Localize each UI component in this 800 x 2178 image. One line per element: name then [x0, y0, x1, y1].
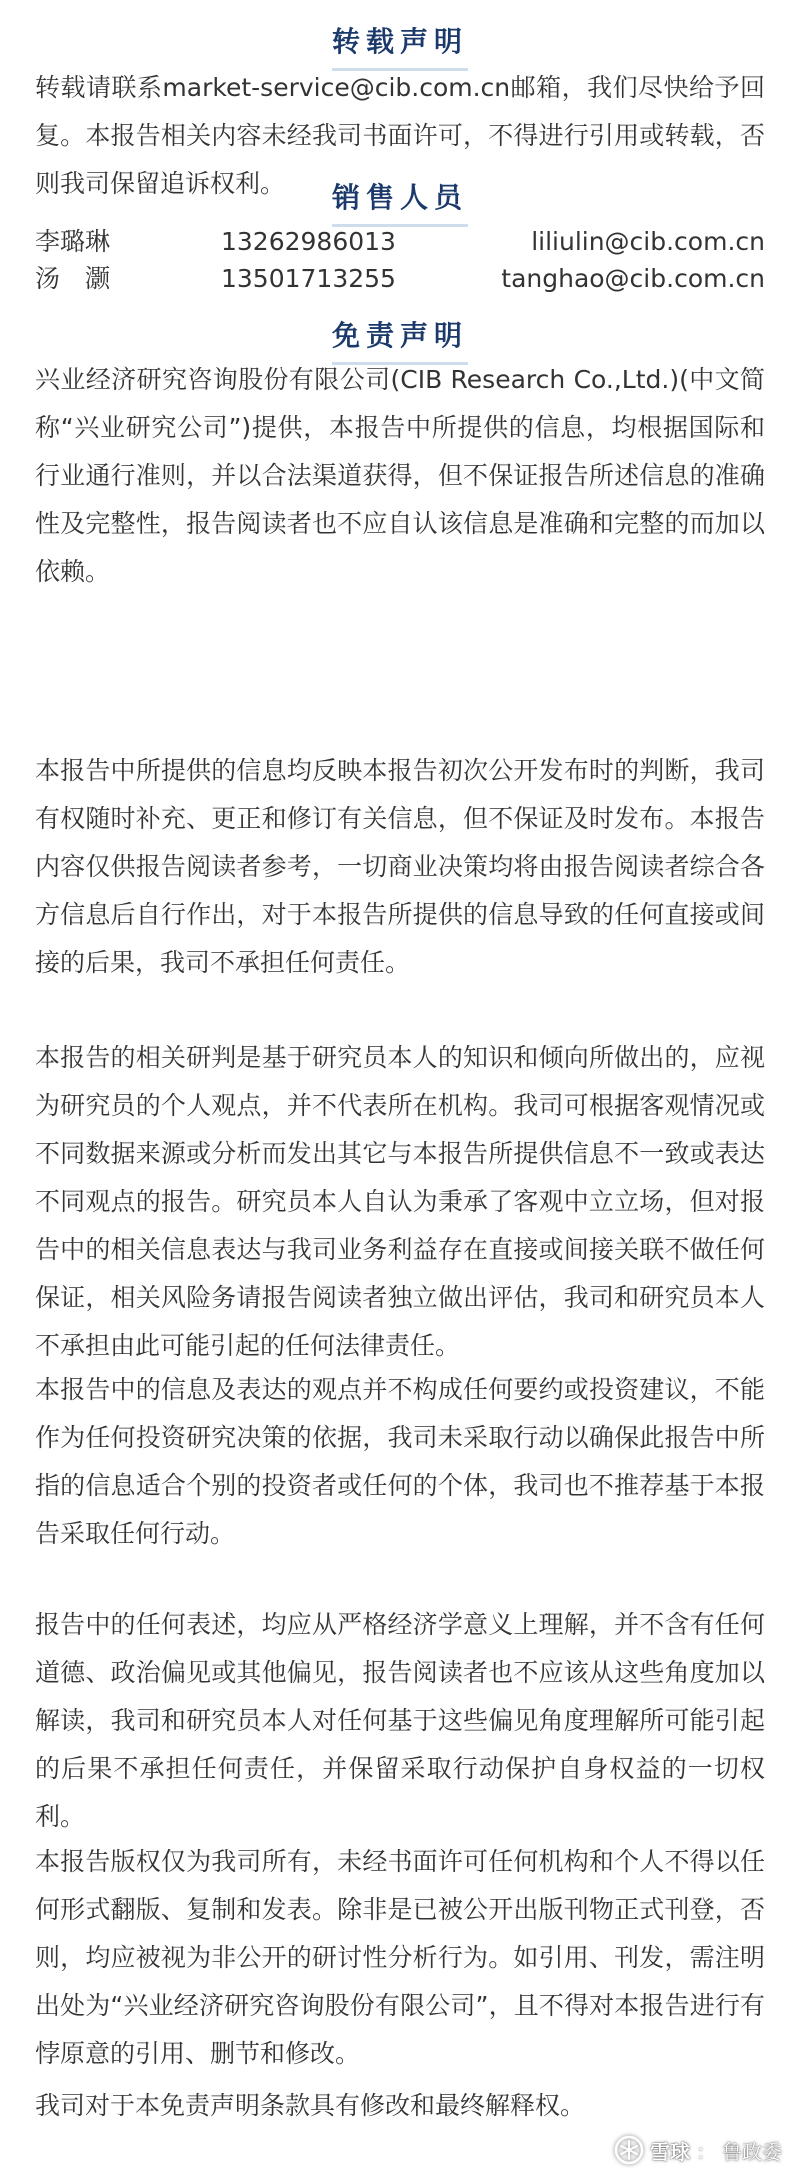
- disclaimer-paragraph-6: 本报告版权仅为我司所有，未经书面许可任何机构和个人不得以任何形式翻版、复制和发表。除非是已被公开出版刊物正式刊登，否则，均应被视为非公开的研讨性分析行为。如引用、刊发，需注明出处为“兴业经济研究咨询股份有限公司”，且不得对本报告进行有悖原意的引用、删节和修改。: [35, 1847, 765, 2068]
- contact-name: 汤 灏: [35, 264, 111, 293]
- disclaimer-paragraph-1: 兴业经济研究咨询股份有限公司(CIB Research Co.,Ltd.)(中文简称“兴业研究公司”)提供，本报告中所提供的信息，均根据国际和行业通行准则，并以合法渠道获得，但不保证报告所述信息的准确性及完整性，报告阅读者也不应自认该信息是准确和完整的而加以依赖。: [35, 365, 765, 586]
- watermark-separator: ：: [696, 2139, 716, 2164]
- reprint-title-text: 转载声明: [332, 22, 468, 71]
- reprint-paragraph: 转载请联系market-service@cib.com.cn邮箱，我们尽快给予回复。本报告相关内容未经我司书面许可，不得进行引用或转载，否则我司保留追诉权利。: [35, 73, 765, 198]
- disclaimer-paragraph-3: 本报告的相关研判是基于研究员本人的知识和倾向所做出的，应视为研究员的个人观点，并不代表所在机构。我司可根据客观情况或不同数据来源或分析而发出其它与本报告所提供信息不一致或表达不同观点的报告。研究员本人自认为秉承了客观中立立场，但对报告中的相关信息表达与我司业务利益存在直接或间接关联不做任何保证，相关风险务请报告阅读者独立做出评估，我司和研究员本人不承担由此可能引起的任何法律责任。: [35, 1043, 765, 1360]
- disclaimer-title-text: 免责声明: [332, 316, 468, 365]
- snowball-icon: [614, 2135, 644, 2165]
- watermark-author: 鲁政委: [722, 2139, 782, 2164]
- contact-row: [35, 222, 765, 262]
- contact-email: tanghao@cib.com.cn: [501, 264, 765, 293]
- contact-phone: 13501713255: [221, 264, 396, 293]
- disclaimer-paragraph-5: 报告中的任何表述，均应从严格经济学意义上理解，并不含有任何道德、政治偏见或其他偏见，报告阅读者也不应该从这些角度加以解读，我司和研究员本人对任何基于这些偏见角度理解所可能引起的后果不承担任何责任，并保留采取行动保护自身权益的一切权利。: [35, 1610, 765, 1831]
- contact-row: [35, 259, 765, 299]
- contact-phone: 13262986013: [221, 227, 396, 256]
- contact-email: liliulin@cib.com.cn: [531, 227, 765, 256]
- disclaimer-paragraph-7: 我司对于本免责声明条款具有修改和最终解释权。: [35, 2091, 586, 2120]
- disclaimer-paragraph-2: 本报告中所提供的信息均反映本报告初次公开发布时的判断，我司有权随时补充、更正和修订有关信息，但不保证及时发布。本报告内容仅供报告阅读者参考，一切商业决策均将由报告阅读者综合各方信息后自行作出，对于本报告所提供的信息导致的任何直接或间接的后果，我司不承担任何责任。: [35, 756, 765, 977]
- contact-name: 李璐琳: [35, 227, 111, 256]
- sales-title-text: 销售人员: [332, 178, 468, 227]
- watermark-site: 雪球: [650, 2139, 690, 2164]
- snowball-watermark: [614, 2132, 782, 2168]
- disclaimer-paragraph-4: 本报告中的信息及表达的观点并不构成任何要约或投资建议，不能作为任何投资研究决策的依据，我司未采取行动以确保此报告中所指的信息适合个别的投资者或任何的个体，我司也不推荐基于本报告采取任何行动。: [35, 1375, 765, 1548]
- sales-title: [0, 178, 800, 227]
